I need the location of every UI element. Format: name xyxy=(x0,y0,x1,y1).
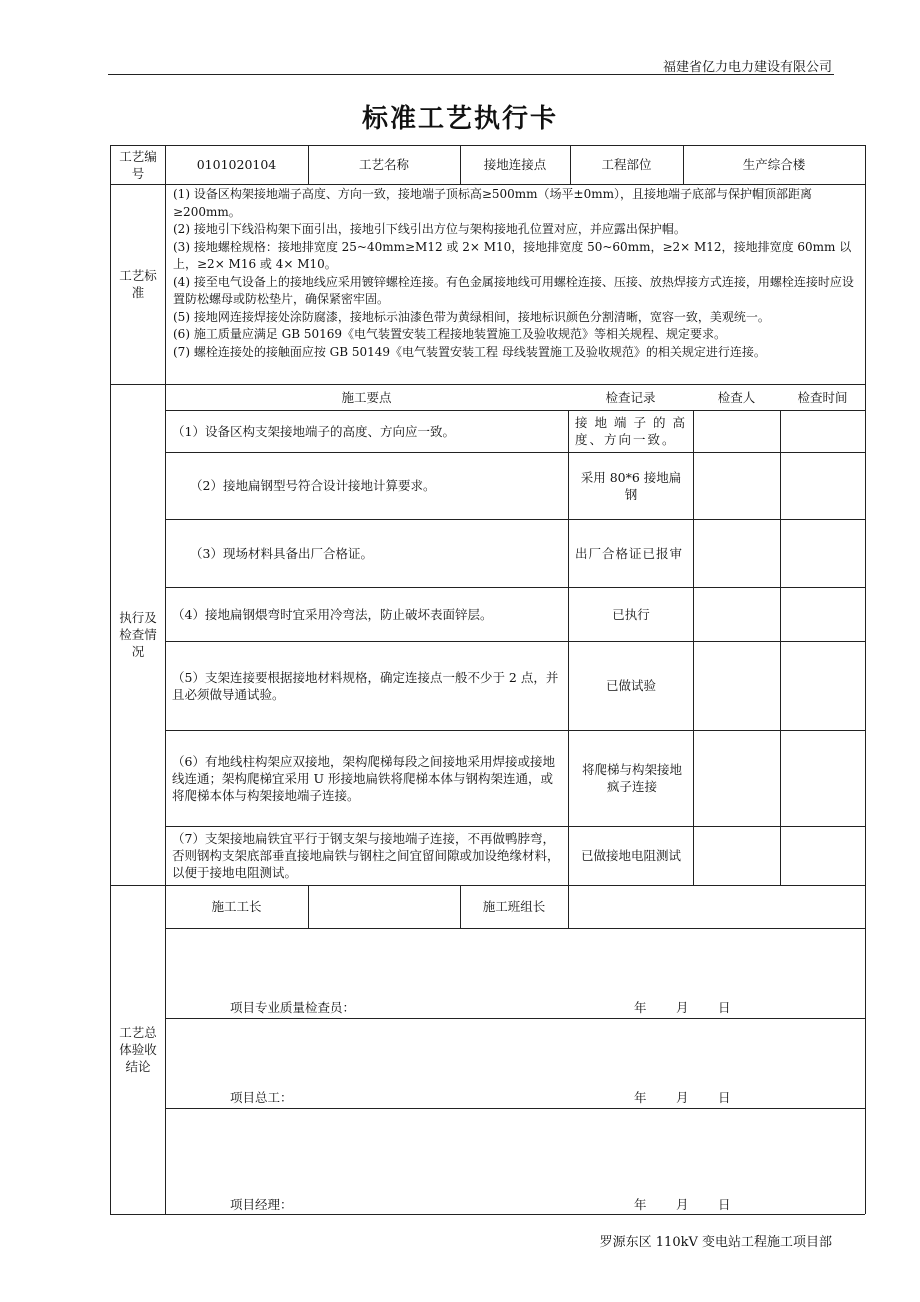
date-day: 日 xyxy=(718,1000,731,1015)
row-record: 出厂合格证已报审 xyxy=(575,545,684,561)
part-label: 工程部位 xyxy=(601,157,652,172)
date-year: 年 xyxy=(634,1090,647,1105)
page-title: 标准工艺执行卡 xyxy=(361,104,558,134)
code-value: 0101020104 xyxy=(196,157,277,172)
date-month: 月 xyxy=(676,1197,689,1212)
company-name: 福建省亿力电力建设有限公司 xyxy=(662,60,832,75)
header-rule xyxy=(108,74,834,75)
project-manager-label: 项目经理： xyxy=(230,1197,293,1212)
standard-item: (6) 施工质量应满足 GB 50169《电气装置安装工程接地装置施工及验收规范》等相关规程、规定要求。 xyxy=(173,327,727,341)
table-row xyxy=(172,587,562,641)
date-year: 年 xyxy=(634,1000,647,1015)
chief-engineer-label: 项目总工： xyxy=(230,1090,293,1105)
header-point: 施工要点 xyxy=(341,389,392,405)
name-value: 接地连接点 xyxy=(483,157,547,172)
date-day: 日 xyxy=(718,1090,731,1105)
row-point: （3）现场材料具备出厂合格证。 xyxy=(190,545,373,561)
standard-item: (4) 接至电气设备上的接地线应采用镀锌螺栓连接。有色金属接地线可用螺栓连接、压接、放热焊接方式连接，用螺栓连接时应设置防松螺母或防松垫片，确保紧密牢固。 xyxy=(173,274,854,306)
foreman-label: 施工工长 xyxy=(211,899,262,914)
date-month: 月 xyxy=(676,1000,689,1015)
row-record: 将爬梯与构架接地疯子连接 xyxy=(582,762,683,794)
row-record: 已做试验 xyxy=(605,678,656,693)
row-point: （7）支架接地扁铁宜平行于钢支架与接地端子连接，不再做鸭脖弯，否则钢构支架底部垂直接地扁铁与钢柱之间宜留间隙或加设绝缘材料，以便于接地电阻测试。 xyxy=(172,831,560,880)
date-month: 月 xyxy=(676,1090,689,1105)
part-value: 生产综合楼 xyxy=(742,157,806,172)
acceptance-label: 工艺总体验收结论 xyxy=(119,1025,157,1074)
table-row xyxy=(172,826,562,885)
table-row xyxy=(190,452,562,519)
row-record: 已执行 xyxy=(612,606,650,622)
table-row xyxy=(172,410,562,452)
team-leader-label: 施工班组长 xyxy=(482,899,546,914)
row-record: 接地端子的高度、方向一致。 xyxy=(575,415,687,447)
row-point: （5）支架连接要根据接地材料规格，确定连接点一般不少于 2 点，并且必须做导通试验。 xyxy=(172,669,559,702)
standards-list xyxy=(173,186,859,382)
table-row xyxy=(172,730,562,826)
standards-label: 工艺标准 xyxy=(119,268,157,300)
standard-item: (5) 接地网连接焊接处涂防腐漆，接地标示油漆色带为黄绿相间，接地标识颜色分割清晰，宽容一致，美观统一。 xyxy=(173,309,770,324)
row-point: （4）接地扁钢煨弯时宜采用冷弯法，防止破坏表面锌层。 xyxy=(172,606,493,622)
date-day: 日 xyxy=(718,1197,731,1212)
row-point: （2）接地扁钢型号符合设计接地计算要求。 xyxy=(190,478,436,493)
execution-label: 执行及检查情况 xyxy=(119,610,157,659)
date-year: 年 xyxy=(634,1197,647,1212)
code-label: 工艺编号 xyxy=(119,148,157,181)
header-time: 检查时间 xyxy=(797,389,848,405)
header-record: 检查记录 xyxy=(605,389,656,405)
standard-item: (2) 接地引下线沿构架下面引出，接地引下线引出方位与架构接地孔位置对应，并应露出保护帽。 xyxy=(173,222,686,236)
standard-item: (1) 设备区构架接地端子高度、方向一致，接地端子顶标高≥500mm（场平±0mm），且接地端子底部与保护帽顶部距离≥200mm。 xyxy=(173,187,812,219)
row-point: （6）有地线柱构架应双接地，架构爬梯每段之间接地采用焊接或接地线连通；架构爬梯宜采用 U 形接地扁铁将爬梯本体与钢构架连通，或将爬梯本体与构架接地端子连接。 xyxy=(172,753,555,803)
table-row xyxy=(172,641,562,730)
quality-inspector-label: 项目专业质量检查员： xyxy=(230,1000,356,1015)
standard-item: (7) 螺栓连接处的接触面应按 GB 50149《电气装置安装工程 母线装置施工及验收规范》的相关规定进行连接。 xyxy=(173,344,766,359)
table-row xyxy=(190,519,562,587)
name-label: 工艺名称 xyxy=(358,157,409,172)
header-inspector: 检查人 xyxy=(717,389,756,405)
standard-item: (3) 接地螺栓规格：接地排宽度 25~40mm≥M12 或 2× M10，接地排宽度 50~60mm，≥2× M12，接地排宽度 60mm 以上，≥2× M16 或 4× M10。 xyxy=(173,239,852,271)
footer-project: 罗源东区 110kV 变电站工程施工项目部 xyxy=(599,1235,832,1250)
row-record: 采用 80*6 接地扁钢 xyxy=(580,469,682,502)
row-record: 已做接地电阻测试 xyxy=(580,848,681,863)
row-point: （1）设备区构支架接地端子的高度、方向应一致。 xyxy=(172,423,455,439)
